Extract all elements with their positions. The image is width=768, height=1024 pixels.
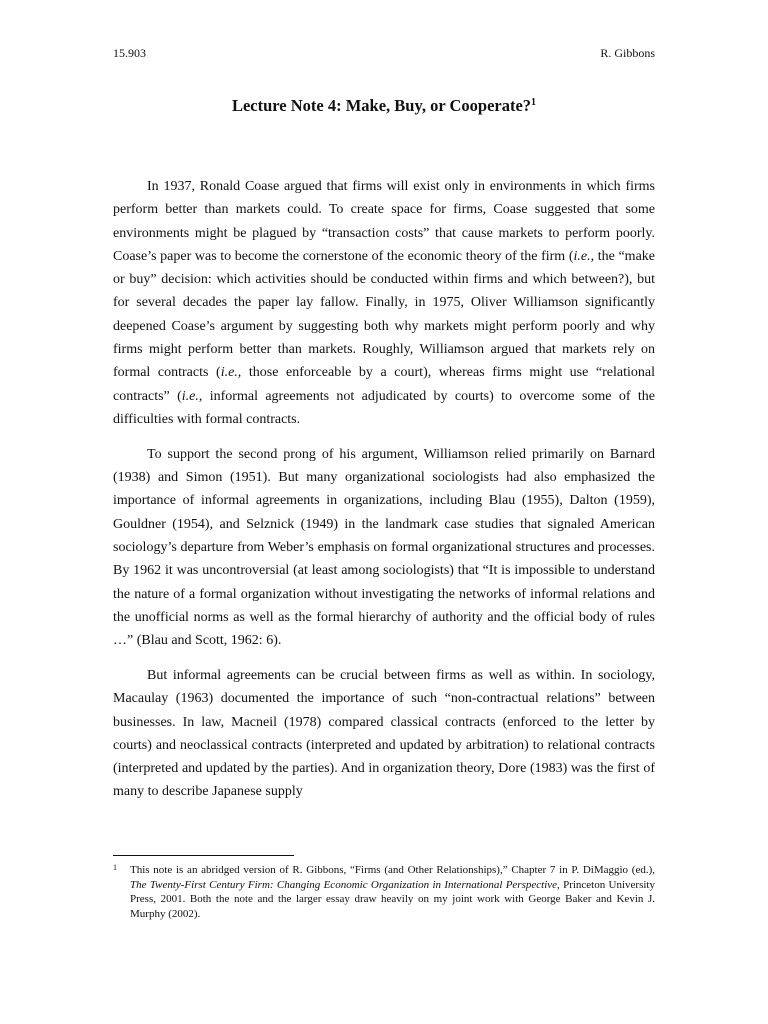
- title-text: Lecture Note 4: Make, Buy, or Cooperate?: [231, 96, 532, 115]
- paragraph-1-italic-c: i.e.,: [181, 388, 203, 404]
- footnote-text-a: This note is an abridged version of R. Gibbons, “Firms (and Other Relationships),” Chapter 7 in P. DiMaggio (ed.),: [130, 864, 655, 876]
- running-header: [113, 46, 655, 62]
- body-text: [113, 175, 655, 815]
- footnote-divider: [113, 855, 294, 856]
- paragraph-1-italic-a: i.e.,: [573, 248, 595, 264]
- paragraph-1-italic-b: i.e.,: [220, 365, 242, 381]
- paragraph-1-text-c: those enforceable by a court), whereas firms might use “relational contracts” (: [113, 365, 655, 404]
- footnote-text-b: , Princeton University Press, 2001. Both the note and the larger essay draw heavily on my joint work with George Baker and Kevin J. Murphy (2002).: [130, 878, 655, 920]
- course-number: 15.903: [113, 46, 146, 60]
- author-name: R. Gibbons: [600, 46, 655, 60]
- paragraph-2: To support the second prong of his argument, Williamson relied primarily on Barnard (1938) and Simon (1951). But many organizational sociologists had also emphasized the importance of informal agreements in organizations, including Blau (1955), Dalton (1959), Gouldner (1954), and Selznick (1949) in the landmark case studies that signaled American sociology’s departure from Weber’s emphasis on formal organizational structures and processes. By 1962 it was uncontroversial (at least among sociologists) that “It is impossible to understand the nature of a formal organization without investigating the networks of informal relations and the unofficial norms as well as the formal hierarchy of authority and the official body of rules …” (Blau and Scott, 1962: 6).: [113, 446, 655, 649]
- paragraph-1: [113, 175, 655, 431]
- paragraph-1-text-d: informal agreements not adjudicated by courts) to overcome some of the difficulties with formal contracts.: [113, 388, 655, 427]
- paragraph-1-text-b: the “make or buy” decision: which activities should be conducted within firms and which between?), but for several decades the paper lay fallow. Finally, in 1975, Oliver Williamson significantly deepened Coase’s argument by suggesting both why markets might perform poorly and why firms might perform better than markets. Roughly, Williamson argued that markets rely on formal contracts (: [113, 248, 655, 381]
- footnote-book-title: The Twenty-First Century Firm: Changing Economic Organization in International Perspective: [130, 878, 558, 891]
- footnote: [113, 863, 655, 921]
- footnote-text: [130, 863, 655, 921]
- paragraph-1-text-a: In 1937, Ronald Coase argued that firms will exist only in environments in which firms perform better than markets could. To create space for firms, Coase suggested that some environments might be plagued by “transaction costs” that cause markets to perform poorly. Coase’s paper was to become the cornerstone of the economic theory of the firm (: [113, 179, 655, 264]
- title-footnote-mark: 1: [531, 97, 537, 108]
- page-title: [113, 96, 655, 116]
- paragraph-3: But informal agreements can be crucial between firms as well as within. In sociology, Macaulay (1963) documented the importance of such “non-contractual relations” between businesses. In law, Macneil (1978) compared classical contracts (enforced to the letter by courts) and neoclassical contracts (interpreted and updated by arbitration) to relational contracts (interpreted and updated by the parties). And in organization theory, Dore (1983) was the first of many to describe Japanese supply: [113, 667, 655, 800]
- footnote-mark: 1: [113, 863, 117, 872]
